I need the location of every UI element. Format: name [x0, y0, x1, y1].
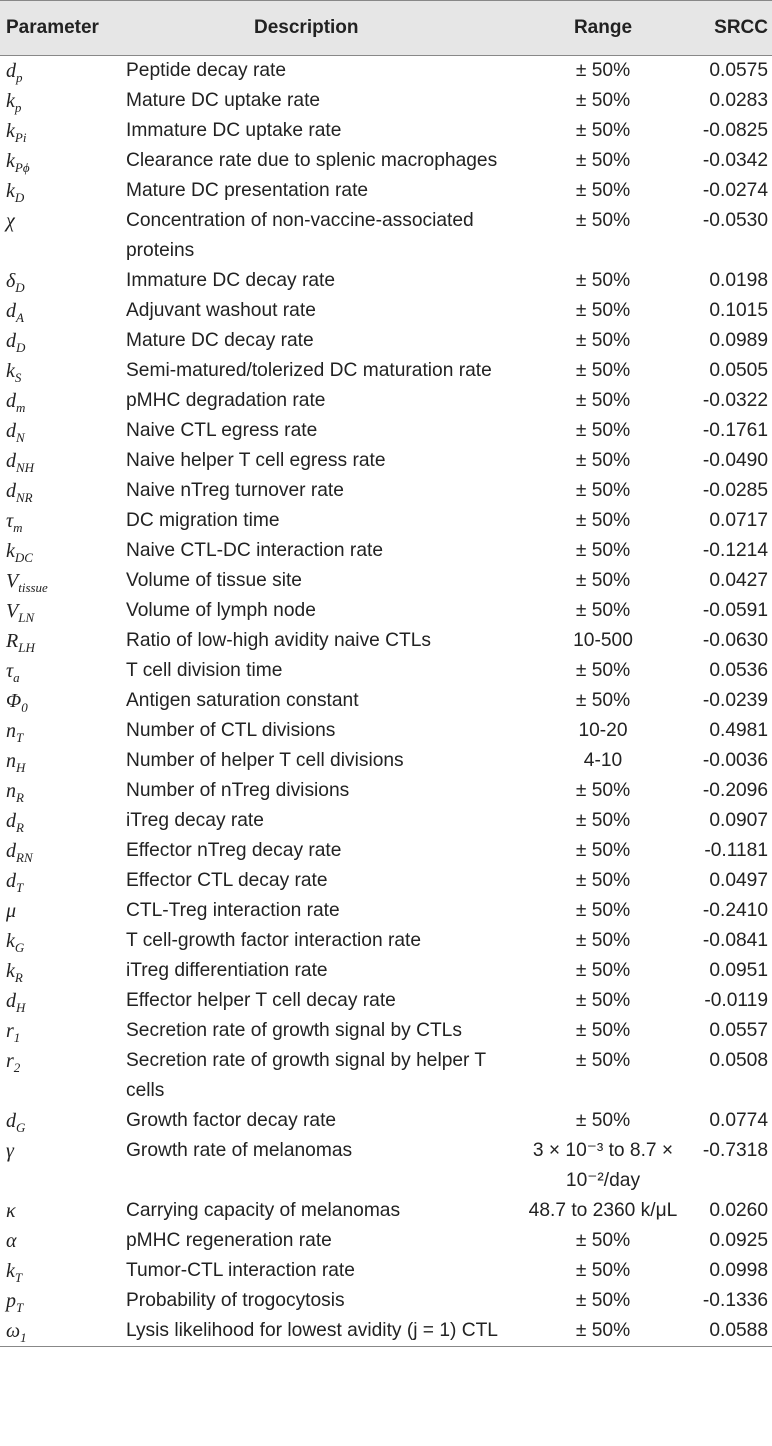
parameter-description: Growth factor decay rate [126, 1110, 337, 1131]
parameter-range: ± 50% [575, 150, 631, 171]
parameter-symbol [0, 266, 126, 296]
symbol-main: k [6, 540, 15, 562]
symbol-main: α [6, 1230, 17, 1252]
parameter-srcc: -0.0342 [702, 150, 768, 171]
table-row [0, 896, 772, 926]
parameter-range: ± 50% [575, 330, 631, 351]
table-row [0, 626, 772, 656]
parameter-srcc: 0.0283 [709, 90, 768, 111]
parameter-range: ± 50% [575, 210, 631, 231]
parameter-srcc: 0.0717 [709, 510, 768, 531]
table-row [0, 746, 772, 776]
parameter-range: ± 50% [575, 960, 631, 981]
parameter-description: Effector helper T cell decay rate [126, 990, 396, 1011]
header-range: Range [526, 1, 680, 56]
parameter-srcc: 0.0951 [709, 960, 768, 981]
symbol-main: γ [6, 1140, 14, 1162]
parameter-description: Naive CTL egress rate [126, 420, 318, 441]
symbol-main: d [6, 840, 16, 862]
parameter-range: ± 50% [575, 870, 631, 891]
symbol-subscript: H [16, 760, 26, 775]
symbol-main: r [6, 1050, 14, 1072]
symbol-main: k [6, 360, 15, 382]
parameter-srcc: -0.0530 [702, 210, 768, 231]
symbol-main: R [6, 630, 19, 652]
parameter-symbol [0, 836, 126, 866]
parameter-symbol [0, 86, 126, 116]
symbol-subscript: T [14, 1270, 23, 1285]
parameter-range: ± 50% [526, 1316, 680, 1347]
parameter-srcc: -0.2096 [702, 780, 768, 801]
symbol-main: d [6, 390, 16, 412]
parameter-description: Volume of tissue site [126, 570, 302, 591]
parameter-description: Number of CTL divisions [126, 720, 336, 741]
parameter-symbol [0, 926, 126, 956]
parameter-symbol [0, 866, 126, 896]
parameter-srcc: 0.0497 [709, 870, 768, 891]
symbol-main: d [6, 990, 16, 1012]
parameter-description: Immature DC uptake rate [126, 120, 342, 141]
table-row [0, 176, 772, 206]
symbol-main: d [6, 420, 16, 442]
header-srcc: SRCC [680, 1, 772, 56]
symbol-main: k [6, 120, 15, 142]
parameter-symbol [0, 1316, 126, 1347]
parameter-srcc: 0.0575 [709, 60, 768, 81]
parameter-symbol [0, 716, 126, 746]
symbol-subscript: m [13, 520, 23, 535]
parameter-symbol [0, 566, 126, 596]
symbol-main: Φ [6, 690, 22, 712]
parameter-description: Adjuvant washout rate [126, 300, 316, 321]
table-row [0, 596, 772, 626]
symbol-main: k [6, 90, 15, 112]
parameter-description: iTreg differentiation rate [126, 960, 328, 981]
parameter-srcc: 0.0198 [709, 270, 768, 291]
parameter-srcc: 0.4981 [709, 720, 768, 741]
symbol-main: n [6, 720, 16, 742]
parameter-range: ± 50% [575, 1290, 631, 1311]
parameter-srcc: -0.0490 [702, 450, 768, 471]
parameter-srcc: 0.0998 [709, 1260, 768, 1281]
header-row [0, 1, 772, 56]
table-row [0, 296, 772, 326]
symbol-subscript: D [16, 340, 26, 355]
parameter-symbol [0, 746, 126, 776]
parameter-symbol [0, 656, 126, 686]
symbol-main: k [6, 150, 15, 172]
symbol-main: μ [6, 900, 17, 922]
parameter-description: Effector nTreg decay rate [126, 840, 342, 861]
parameter-symbol [0, 326, 126, 356]
symbol-main: V [6, 600, 19, 622]
parameter-description: Effector CTL decay rate [126, 870, 328, 891]
parameter-srcc: -0.0239 [702, 690, 768, 711]
parameter-symbol [0, 56, 126, 87]
parameter-range: ± 50% [575, 510, 631, 531]
parameter-symbol [0, 116, 126, 146]
parameter-symbol [0, 986, 126, 1016]
table-row [0, 56, 772, 87]
parameter-description: Probability of trogocytosis [126, 1290, 345, 1311]
parameter-range: ± 50% [575, 1110, 631, 1131]
parameter-range: ± 50% [575, 270, 631, 291]
parameter-range: ± 50% [575, 930, 631, 951]
parameter-symbol [0, 146, 126, 176]
parameter-symbol [0, 176, 126, 206]
table-row [0, 86, 772, 116]
parameter-range: ± 50% [575, 180, 631, 201]
parameter-srcc: 0.0508 [709, 1050, 768, 1071]
parameter-description: DC migration time [126, 510, 280, 531]
parameter-range: ± 50% [575, 300, 631, 321]
table-row [0, 146, 772, 176]
parameter-description: T cell-growth factor interaction rate [126, 930, 422, 951]
parameter-srcc: 0.1015 [709, 300, 768, 321]
parameter-description: pMHC regeneration rate [126, 1230, 332, 1251]
table-row [0, 566, 772, 596]
table-row [0, 716, 772, 746]
symbol-subscript: R [16, 790, 24, 805]
symbol-main: d [6, 870, 16, 892]
parameter-srcc: -0.0036 [702, 750, 768, 771]
parameter-symbol [0, 1016, 126, 1046]
symbol-subscript: T [16, 1300, 24, 1315]
parameter-range: ± 50% [575, 810, 631, 831]
symbol-main: d [6, 810, 16, 832]
symbol-subscript: a [13, 670, 20, 685]
symbol-subscript: 0 [21, 700, 28, 715]
table-row [0, 386, 772, 416]
symbol-subscript: H [16, 1000, 26, 1015]
parameter-description: Peptide decay rate [126, 60, 287, 81]
symbol-main: κ [6, 1200, 16, 1222]
parameter-symbol [0, 1136, 126, 1196]
table-row [0, 926, 772, 956]
parameter-srcc: -0.0274 [702, 180, 768, 201]
parameter-srcc: 0.0557 [709, 1020, 768, 1041]
symbol-subscript: DC [14, 550, 33, 565]
symbol-subscript: Pϕ [14, 160, 30, 175]
parameter-symbol [0, 1286, 126, 1316]
table-row [0, 1136, 772, 1196]
symbol-main: k [6, 1260, 15, 1282]
symbol-main: p [6, 1290, 16, 1312]
table-row [0, 446, 772, 476]
parameter-symbol [0, 206, 126, 266]
parameter-srcc: -0.0841 [702, 930, 768, 951]
parameter-range: ± 50% [575, 570, 631, 591]
parameter-srcc: 0.0989 [709, 330, 768, 351]
parameter-srcc: 0.0907 [709, 810, 768, 831]
table-row [0, 986, 772, 1016]
symbol-subscript: tissue [18, 580, 48, 595]
table-header [0, 1, 772, 56]
parameter-description: Secretion rate of growth signal by CTLs [126, 1020, 462, 1041]
table-row [0, 656, 772, 686]
parameter-range: ± 50% [575, 660, 631, 681]
symbol-main: V [6, 570, 19, 592]
symbol-main: d [6, 60, 16, 82]
symbol-subscript: R [16, 820, 24, 835]
parameter-range: ± 50% [575, 480, 631, 501]
parameter-description: Ratio of low-high avidity naive CTLs [126, 630, 432, 651]
symbol-main: τ [6, 510, 14, 532]
parameter-symbol [0, 356, 126, 386]
symbol-subscript: p [14, 100, 22, 115]
table-row [0, 1046, 772, 1106]
table-row [0, 1106, 772, 1136]
symbol-main: n [6, 750, 16, 772]
symbol-subscript: G [14, 940, 25, 955]
parameter-description: Naive nTreg turnover rate [126, 480, 344, 501]
parameter-srcc: -0.0119 [704, 990, 768, 1011]
parameter-srcc: 0.0505 [709, 360, 768, 381]
parameter-description: Volume of lymph node [126, 600, 316, 621]
table-row [0, 866, 772, 896]
symbol-subscript: R [14, 970, 23, 985]
parameter-description: Clearance rate due to splenic macrophages [126, 150, 498, 171]
parameter-range: ± 50% [575, 990, 631, 1011]
parameter-description: Semi-matured/tolerized DC maturation rate [126, 360, 492, 381]
table-row [0, 1256, 772, 1286]
symbol-main: d [6, 1110, 16, 1132]
parameter-symbol [0, 596, 126, 626]
symbol-main: δ [6, 270, 16, 292]
parameter-description: Carrying capacity of melanomas [126, 1200, 401, 1221]
parameter-srcc: -0.1761 [702, 420, 768, 441]
symbol-subscript: 1 [20, 1330, 27, 1345]
parameter-symbol [0, 476, 126, 506]
parameter-symbol [0, 1046, 126, 1106]
table-row [0, 416, 772, 446]
parameter-description: Number of nTreg divisions [126, 780, 350, 801]
header-description: Description [126, 1, 526, 56]
symbol-main: d [6, 330, 16, 352]
parameter-range: 4-10 [583, 750, 623, 771]
symbol-subscript: Pi [14, 130, 27, 145]
parameter-range: ± 50% [575, 600, 631, 621]
parameter-range: 48.7 to 2360 k/μL [528, 1200, 678, 1221]
parameter-srcc: 0.0536 [709, 660, 768, 681]
table-row [0, 1196, 772, 1226]
symbol-subscript: NH [16, 460, 35, 475]
symbol-main: k [6, 960, 15, 982]
symbol-subscript: G [16, 1120, 26, 1135]
parameter-range: ± 50% [575, 1260, 631, 1281]
symbol-main: d [6, 450, 16, 472]
table-row [0, 686, 772, 716]
header-parameter: Parameter [0, 1, 126, 56]
parameter-srcc: -0.2410 [702, 900, 768, 921]
parameter-range: ± 50% [575, 90, 631, 111]
table-row [0, 326, 772, 356]
table-row [0, 356, 772, 386]
parameter-description: Secretion rate of growth signal by helper T cells [126, 1050, 486, 1101]
parameter-srcc: 0.0774 [709, 1110, 768, 1131]
parameter-range: ± 50% [575, 690, 631, 711]
parameter-range: ± 50% [575, 60, 631, 81]
parameter-symbol [0, 446, 126, 476]
parameter-description: T cell division time [126, 660, 283, 681]
parameter-srcc: 0.0260 [709, 1200, 768, 1221]
parameter-symbol [0, 776, 126, 806]
parameter-srcc: 0.0925 [709, 1230, 768, 1251]
symbol-subscript: D [14, 190, 25, 205]
table-row [0, 266, 772, 296]
symbol-subscript: NR [16, 490, 33, 505]
parameter-range: ± 50% [575, 780, 631, 801]
parameter-description: Naive CTL-DC interaction rate [126, 540, 383, 561]
parameter-symbol [0, 1106, 126, 1136]
parameter-description: Antigen saturation constant [126, 690, 359, 711]
parameter-symbol [0, 626, 126, 656]
table-row [0, 836, 772, 866]
table-row [0, 956, 772, 986]
symbol-subscript: p [16, 70, 23, 85]
table-row [0, 506, 772, 536]
parameter-description: Mature DC uptake rate [126, 90, 321, 111]
parameter-range: 10-20 [578, 720, 628, 741]
parameter-srcc: -0.0825 [702, 120, 768, 141]
parameter-range: ± 50% [575, 450, 631, 471]
symbol-subscript: T [16, 730, 24, 745]
symbol-subscript: m [16, 400, 26, 415]
parameter-srcc: -0.1214 [702, 540, 768, 561]
symbol-subscript: LH [18, 640, 35, 655]
symbol-subscript: 1 [13, 1030, 21, 1045]
parameter-range: ± 50% [575, 120, 631, 141]
parameter-srcc: -0.1336 [702, 1290, 768, 1311]
parameter-description: Immature DC decay rate [126, 270, 336, 291]
parameter-symbol [0, 1196, 126, 1226]
symbol-main: τ [6, 660, 14, 682]
parameter-description: Number of helper T cell divisions [126, 750, 404, 771]
parameter-range: 3 × 10⁻³ to 8.7 × 10⁻²/day [532, 1140, 674, 1191]
parameter-range: ± 50% [575, 390, 631, 411]
symbol-subscript: T [16, 880, 24, 895]
table-row [0, 806, 772, 836]
parameter-description: Mature DC presentation rate [126, 180, 369, 201]
parameter-symbol [0, 896, 126, 926]
parameter-symbol [0, 296, 126, 326]
symbol-main: r [6, 1020, 14, 1042]
symbol-subscript: N [16, 430, 25, 445]
table-body [0, 56, 772, 1347]
parameter-symbol [0, 506, 126, 536]
table-row [0, 206, 772, 266]
parameter-symbol [0, 806, 126, 836]
symbol-subscript: LN [18, 610, 35, 625]
symbol-subscript: RN [16, 850, 33, 865]
symbol-main: n [6, 780, 16, 802]
parameter-range: ± 50% [575, 1230, 631, 1251]
parameter-srcc: -0.1181 [704, 840, 768, 861]
parameter-description: pMHC degradation rate [126, 390, 326, 411]
symbol-subscript: D [15, 280, 25, 295]
symbol-subscript: 2 [13, 1060, 21, 1075]
table-row [0, 1226, 772, 1256]
symbol-main: ω [6, 1320, 21, 1342]
table-row [0, 116, 772, 146]
parameter-description: Naive helper T cell egress rate [126, 450, 386, 471]
table-row [0, 1316, 772, 1347]
symbol-subscript: S [14, 370, 22, 385]
table-row [0, 1016, 772, 1046]
parameter-range: ± 50% [575, 1050, 631, 1071]
symbol-main: d [6, 480, 16, 502]
parameter-symbol [0, 686, 126, 716]
parameter-description: Tumor-CTL interaction rate [126, 1260, 355, 1281]
parameter-range: ± 50% [575, 900, 631, 921]
symbol-main: k [6, 180, 15, 202]
parameter-description: CTL-Treg interaction rate [126, 900, 340, 921]
table-row [0, 536, 772, 566]
parameter-description: Concentration of non-vaccine-associated proteins [126, 210, 474, 261]
table-row [0, 1286, 772, 1316]
parameter-range: ± 50% [575, 1020, 631, 1041]
symbol-main: χ [6, 210, 15, 232]
parameter-description: Mature DC decay rate [126, 330, 314, 351]
parameter-symbol [0, 416, 126, 446]
parameter-range: ± 50% [575, 540, 631, 561]
parameter-symbol [0, 1226, 126, 1256]
parameter-symbol [0, 956, 126, 986]
parameter-range: ± 50% [575, 360, 631, 381]
parameter-srcc: -0.0285 [702, 480, 768, 501]
parameter-srcc: 0.0427 [709, 570, 768, 591]
symbol-subscript: A [16, 310, 24, 325]
parameter-description: Lysis likelihood for lowest avidity (j = 1) CTL [126, 1316, 526, 1347]
parameter-srcc: -0.7318 [702, 1140, 768, 1161]
table-row [0, 776, 772, 806]
parameter-symbol [0, 386, 126, 416]
parameter-symbol [0, 536, 126, 566]
table-row [0, 476, 772, 506]
parameter-description: Growth rate of melanomas [126, 1140, 353, 1161]
parameter-range: ± 50% [575, 420, 631, 441]
parameter-srcc: 0.0588 [680, 1316, 772, 1347]
parameter-range: 10-500 [573, 630, 633, 651]
parameter-srcc: -0.0591 [702, 600, 768, 621]
parameter-srcc: -0.0630 [702, 630, 768, 651]
symbol-main: k [6, 930, 15, 952]
symbol-main: d [6, 300, 16, 322]
parameter-range: ± 50% [575, 840, 631, 861]
parameter-srcc: -0.0322 [702, 390, 768, 411]
parameter-description: iTreg decay rate [126, 810, 264, 831]
parameter-symbol [0, 1256, 126, 1286]
